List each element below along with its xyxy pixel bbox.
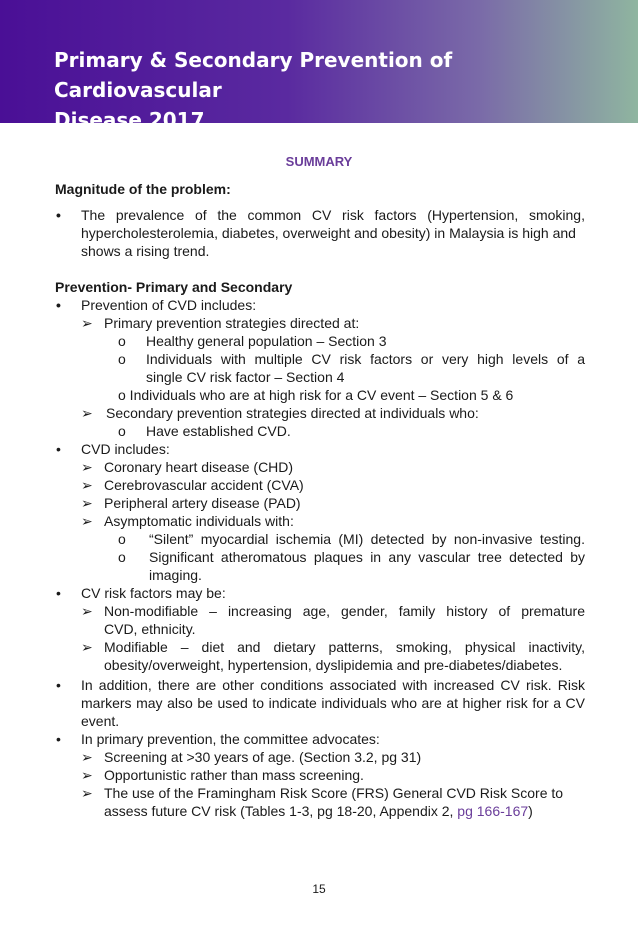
arrow-bullet-icon: ➢	[81, 315, 93, 331]
advocate-item: Opportunistic rather than mass screening.	[104, 767, 364, 783]
magnitude-heading: Magnitude of the problem:	[55, 181, 231, 197]
cvd-subitem: “Silent” myocardial ischemia (MI) detected by non-invasive testing.	[149, 531, 585, 547]
bullet-marker: •	[56, 677, 61, 693]
arrow-bullet-icon: ➢	[81, 639, 93, 655]
advocates-label: In primary prevention, the committee advocates:	[81, 731, 380, 747]
circle-bullet-marker: o	[118, 333, 126, 349]
page-number: 15	[312, 882, 326, 896]
bullet-marker: •	[56, 585, 61, 601]
other-conditions-line: In addition, there are other conditions associated with increased CV risk. Risk	[81, 677, 585, 693]
primary-subitem-cont: single CV risk factor – Section 4	[146, 369, 345, 385]
arrow-bullet-icon: ➢	[81, 495, 93, 511]
primary-subitem: Healthy general population – Section 3	[146, 333, 387, 349]
prevention-heading: Prevention- Primary and Secondary	[55, 279, 293, 295]
arrow-bullet-icon: ➢	[81, 749, 93, 765]
cvd-item: Coronary heart disease (CHD)	[104, 459, 294, 475]
primary-subitem: Individuals with multiple CV risk factors or very high levels of a	[146, 351, 585, 367]
bullet-marker: •	[56, 297, 61, 313]
circle-bullet-marker: o	[118, 351, 126, 367]
header-banner	[0, 0, 638, 132]
page-reference: pg 166-167	[457, 803, 529, 819]
cvd-item: Peripheral artery disease (PAD)	[104, 495, 301, 511]
primary-subitem: o Individuals who are at high risk for a CV event – Section 5 & 6	[118, 387, 514, 403]
risk-factors-label: CV risk factors may be:	[81, 585, 226, 601]
bullet-marker: •	[56, 731, 61, 747]
advocate-item-cont	[104, 802, 533, 820]
arrow-bullet-icon: ➢	[81, 513, 93, 529]
arrow-bullet-icon: ➢	[81, 405, 93, 421]
circle-bullet-marker: o	[118, 549, 126, 565]
prevention-includes: Prevention of CVD includes:	[81, 297, 257, 313]
title-line-1: Primary & Secondary Prevention of Cardiovascular	[54, 48, 453, 102]
cvd-item: Asymptomatic individuals with:	[104, 513, 294, 529]
primary-prevention-item: Primary prevention strategies directed at:	[104, 315, 360, 331]
advocate-text: assess future CV risk (Tables 1-3, pg 18-20, Appendix 2,	[104, 803, 458, 819]
summary-heading: SUMMARY	[285, 154, 353, 169]
cvd-includes-label: CVD includes:	[81, 441, 170, 457]
other-conditions-line: event.	[81, 713, 120, 729]
cvd-item: Cerebrovascular accident (CVA)	[104, 477, 304, 493]
arrow-bullet-icon: ➢	[81, 785, 93, 801]
arrow-bullet-icon: ➢	[81, 767, 93, 783]
cvd-subitem: Significant atheromatous plaques in any vascular tree detected by	[149, 549, 585, 565]
risk-factor-item: Non-modifiable – increasing age, gender, family history of premature	[104, 603, 585, 619]
risk-factor-item: Modifiable – diet and dietary patterns, smoking, physical inactivity,	[104, 639, 585, 655]
magnitude-text-line: The prevalence of the common CV risk factors (Hypertension, smoking,	[81, 207, 585, 223]
risk-factor-item-cont: obesity/overweight, hypertension, dyslipidemia and pre-diabetes/diabetes.	[104, 657, 563, 673]
circle-bullet-marker: o	[118, 423, 126, 439]
bullet-marker: •	[56, 207, 61, 223]
cvd-subitem-cont: imaging.	[149, 567, 202, 583]
arrow-bullet-icon: ➢	[81, 603, 93, 619]
advocate-text-end: )	[528, 803, 533, 819]
arrow-bullet-icon: ➢	[81, 459, 93, 475]
title-line-2: Disease 2017	[54, 108, 205, 132]
risk-factor-item-cont: CVD, ethnicity.	[104, 621, 196, 637]
circle-bullet-marker: o	[118, 531, 126, 547]
arrow-bullet-icon: ➢	[81, 477, 93, 493]
magnitude-text-line: shows a rising trend.	[81, 243, 210, 259]
advocate-item: The use of the Framingham Risk Score (FRS) General CVD Risk Score to	[104, 785, 564, 801]
bullet-marker: •	[56, 441, 61, 457]
advocate-item: Screening at >30 years of age. (Section 3.2, pg 31)	[104, 749, 422, 765]
other-conditions-line: markers may also be used to indicate individuals who are at higher risk for a CV	[81, 695, 585, 711]
page-title	[54, 45, 614, 135]
secondary-prevention-item: Secondary prevention strategies directed at individuals who:	[106, 405, 479, 421]
secondary-subitem: Have established CVD.	[146, 423, 291, 439]
magnitude-text-line: hypercholesterolemia, diabetes, overweight and obesity) in Malaysia is high and	[81, 225, 576, 241]
